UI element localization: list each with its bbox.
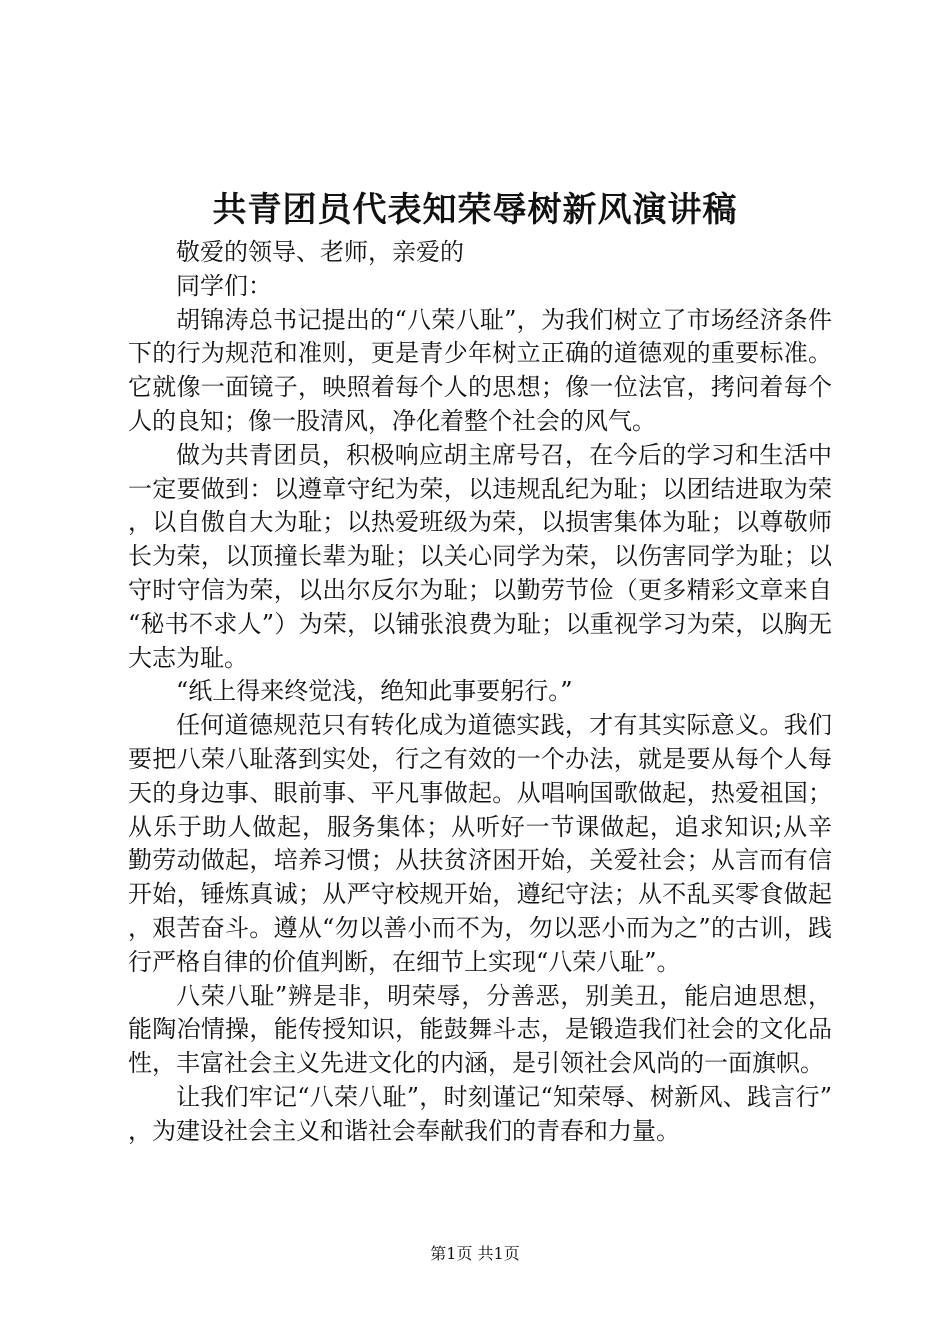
paragraph-practice: 任何道德规范只有转化成为道德实践，才有其实际意义。我们要把八荣八耻落到实处，行之有效的一个办法，就是要从每个人每天的身边事、眼前事、平凡事做起。从唱响国歌做起，热爱祖国；从乐于助人做起，服务集体；从听好一节课做起，追求知识;从辛勤劳动做起，培养习惯；从扶贫济困开始，关爱社会；从言而有信开始，锤炼真诚；从严守校规开始，遵纪守法；从不乱买零食做起，艰苦奋斗。遵从“勿以善小而不为，勿以恶小而为之”的古训，践行严格自律的价值判断，在细节上实现“八荣八耻”。 bbox=[128, 711, 832, 976]
paragraph-significance: 八荣八耻”辨是非，明荣辱，分善恶，别美丑，能启迪思想，能陶冶情操，能传授知识，能鼓舞斗志，是锻造我们社会的文化品性，丰富社会主义先进文化的内涵，是引领社会风尚的一面旗帜。 bbox=[128, 981, 832, 1078]
paragraph-commitments: 做为共青团员，积极响应胡主席号召，在今后的学习和生活中一定要做到：以遵章守纪为荣，以违规乱纪为耻；以团结进取为荣，以自傲自大为耻；以热爱班级为荣，以损害集体为耻；以尊敬师长为荣，以顶撞长辈为耻；以关心同学为荣，以伤害同学为耻；以守时守信为荣，以出尔反尔为耻；以勤劳节俭（更多精彩文章来自“秘书不求人”）为荣，以铺张浪费为耻；以重视学习为荣，以胸无大志为耻。 bbox=[128, 440, 832, 672]
paragraph-closing: 让我们牢记“八荣八耻”，时刻谨记“知荣辱、树新风、践言行”，为建设社会主义和谐社会奉献我们的青春和力量。 bbox=[128, 1082, 832, 1145]
page-footer: 第1页 共1页 bbox=[430, 1244, 520, 1263]
document-title: 共青团员代表知荣辱树新风演讲稿 bbox=[212, 190, 738, 230]
document-body bbox=[128, 236, 832, 1149]
paragraph-intro: 胡锦涛总书记提出的“八荣八耻”，为我们树立了市场经济条件下的行为规范和准则，更是青少年树立正确的道德观的重要标准。它就像一面镜子，映照着每个人的思想；像一位法官，拷问着每个人的良知；像一股清风，净化着整个社会的风气。 bbox=[128, 305, 832, 435]
salutation-line-1: 敬爱的领导、老师，亲爱的 bbox=[176, 238, 464, 266]
salutation-line-2: 同学们： bbox=[176, 271, 272, 300]
paragraph-quote: “纸上得来终觉浅，绝知此事要躬行。” bbox=[176, 677, 573, 706]
